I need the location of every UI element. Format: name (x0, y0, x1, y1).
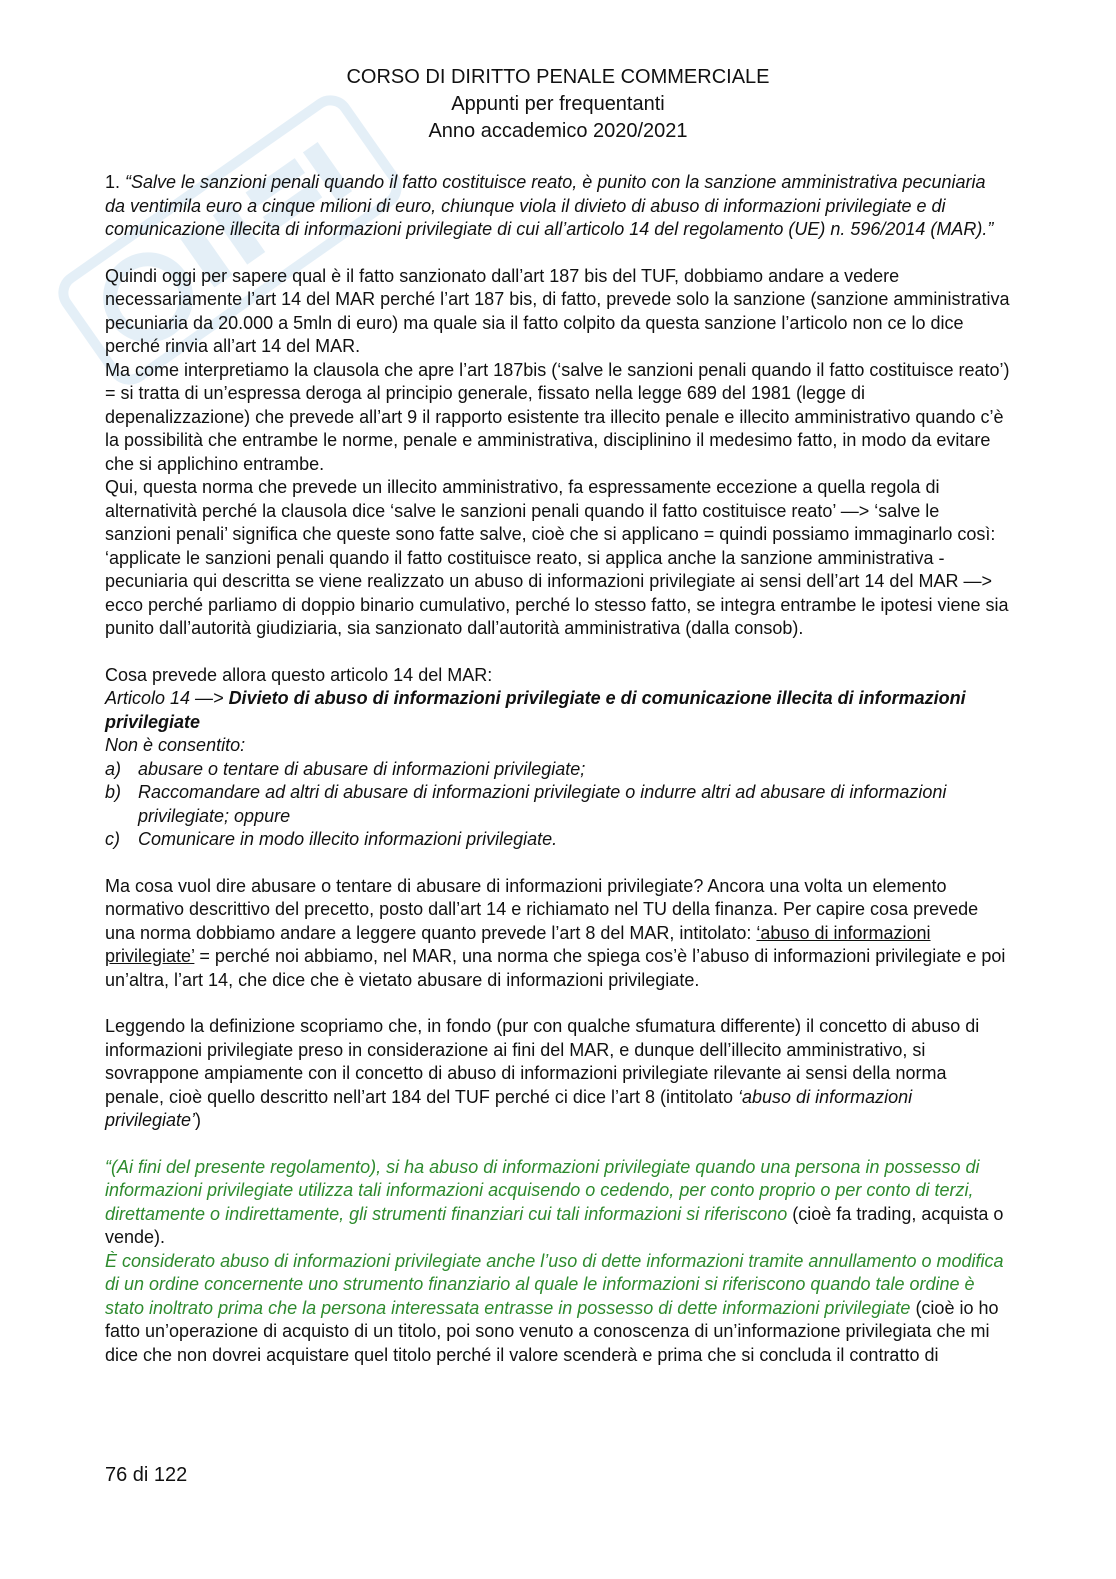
article-heading (105, 687, 1010, 734)
paragraph-quindi: Quindi oggi per sapere qual è il fatto sanzionato dall’art 187 bis del TUF, dobbiamo andare a vedere necessariamente l’art 14 del MAR perché l’art 187 bis, di fatto, prevede solo la sanzione (sanzione amministrativa pecuniaria da 20.000 a 5mln di euro) ma quale sia il fatto colpito da questa sanzione l’articolo non ce lo dice perché rinvia all’art 14 del MAR. (105, 265, 1010, 356)
document-header (0, 64, 1116, 145)
page-number: 76 di 122 (105, 1464, 188, 1486)
article-title: Divieto di abuso di informazioni privilegiate e di comunicazione illecita di informazioni privilegiate (105, 688, 966, 732)
comment-2: (cioè io ho fatto un’operazione di acquisto di un titolo, poi sono venuto a conoscenza di un’informazione privilegiata che mi dice che non dovrei acquistare quel titolo perché il valore scenderà e prima che si concluda il contratto di (105, 1297, 999, 1365)
list-item: c) Comunicare in modo illecito informazioni privilegiate. (105, 829, 558, 849)
academic-year: Anno accademico 2020/2021 (428, 120, 688, 142)
course-subtitle: Appunti per frequentanti (451, 93, 665, 115)
paragraph-abusare: Ma cosa vuol dire abusare o tentare di abusare di informazioni privilegiate? Ancora una volta un elemento normativo descrittivo del precetto, posto dall’art 14 e richiamato nel TU della finanza. Per capire cosa prevede una norma dobbiamo andare a leggere quanto prevede l’art 8 del MAR, intitolato: ‘abuso di informazioni privilegiate’ = perché noi abbiamo, nel MAR, una norma che spiega cos’è l’abuso di informazioni privilegiate e poi un’altra, l’art 14, che dice che è vietato abusare di informazioni privilegiate. (105, 875, 1006, 990)
article-intro: Cosa prevede allora questo articolo 14 del MAR: (105, 664, 493, 685)
quote-number: 1. (105, 172, 126, 192)
list-item: b) Raccomandare ad altri di abusare di informazioni privilegiate o indurre altri ad abusare di informazioni privilegiate; oppure (105, 782, 947, 826)
green-quote-2: È considerato abuso di informazioni privilegiate anche l’uso di dette informazioni tramite annullamento o modifica di un ordine concernente uno strumento finanziario al quale le informazioni si riferiscono quando tale ordine è stato inoltrato prima che la persona interessata entrasse in possesso di dette informazioni privilegiate (cioè io ho fatto un’operazione di acquisto di un titolo, poi sono venuto a conoscenza di un’informazione privilegiata che mi dice che non dovrei acquistare quel titolo perché il valore scenderà e prima che si concluda il contratto di (105, 1250, 1004, 1365)
green-quote-1: “(Ai fini del presente regolamento), si ha abuso di informazioni privilegiate quando una persona in possesso di informazioni privilegiate utilizza tali informazioni acquisendo o cedendo, per conto proprio o per conto di terzi, direttamente o indirettamente, gli strumenti finanziari cui tali informazioni si riferiscono (cioè fa trading, acquista o vende). (105, 1156, 1004, 1247)
article-items-list (105, 758, 1010, 852)
paragraph-ma-come: Ma come interpretiamo la clausola che apre l’art 187bis (‘salve le sanzioni penali quando il fatto costituisce reato’) = si tratta di un’espressa deroga al principio generale, fissato nella legge 689 del 1981 (legge di depenalizzazione) che prevede all’art 9 il rapporto esistente tra illecito penale e illecito amministrativo quando c’è la possibilità che entrambe le norme, penale e amministrativa, disciplinino il medesimo fatto, in modo da evitare che si applichino entrambe. (105, 359, 1010, 474)
course-title: CORSO DI DIRITTO PENALE COMMERCIALE (346, 66, 770, 88)
paragraph-qui: Qui, questa norma che prevede un illecito amministrativo, fa espressamente eccezione a quella regola di alternatività perché la clausola dice ‘salve le sanzioni penali quando il fatto costituisce reato’ —> ‘salve le sanzioni penali’ significa che queste sono fatte salve, cioè che si applicano = quindi possiamo immaginarlo così: ‘applicate le sanzioni penali quando il fatto costituisce reato, si applica anche la sanzione amministrativa - pecuniaria qui descritta se viene realizzato un abuso di informazioni privilegiate ai sensi dell’art 14 del MAR —> ecco perché parliamo di doppio binario cumulativo, perché lo stesso fatto, se integra entrambe le ipotesi viene sia punito dall’autorità giudiziaria, sia sanzionato dall’autorità amministrativa (dalla consob). (105, 477, 1009, 638)
article-label: Articolo 14 —> (105, 688, 229, 708)
quote-text: “Salve le sanzioni penali quando il fatto costituisce reato, è punito con la sanzione amministrativa pecuniaria da ventimila euro a cinque milioni di euro, chiunque viola il divieto di abuso di informazioni privilegiate e di comunicazione illecita di informazioni privilegiate di cui all’articolo 14 del regolamento (UE) n. 596/2014 (MAR).” (105, 172, 994, 239)
paragraph-leggendo: Leggendo la definizione scopriamo che, in fondo (pur con qualche sfumatura differente) il concetto di abuso di informazioni privilegiate preso in considerazione ai fini del MAR, e dunque dell’illecito amministrativo, si sovrappone ampiamente con il concetto di abuso di informazioni privilegiate rilevante ai sensi della norma penale, cioè quello descritto nell’art 184 del TUF perché ci dice l’art 8 (intitolato ‘abuso di informazioni privilegiate’) (105, 1016, 980, 1130)
italic-title: ‘abuso di informazioni privilegiate’ (105, 1086, 913, 1130)
document-body (105, 171, 1010, 1367)
list-item: a) abusare o tentare di abusare di informazioni privilegiate; (105, 758, 586, 779)
comment-1: (cioè fa trading, acquista o vende). (105, 1203, 1004, 1247)
underlined-title: ‘abuso di informazioni privilegiate’ (105, 922, 931, 966)
article-lead: Non è consentito: (105, 735, 246, 755)
quote-article-187bis (105, 171, 1010, 242)
